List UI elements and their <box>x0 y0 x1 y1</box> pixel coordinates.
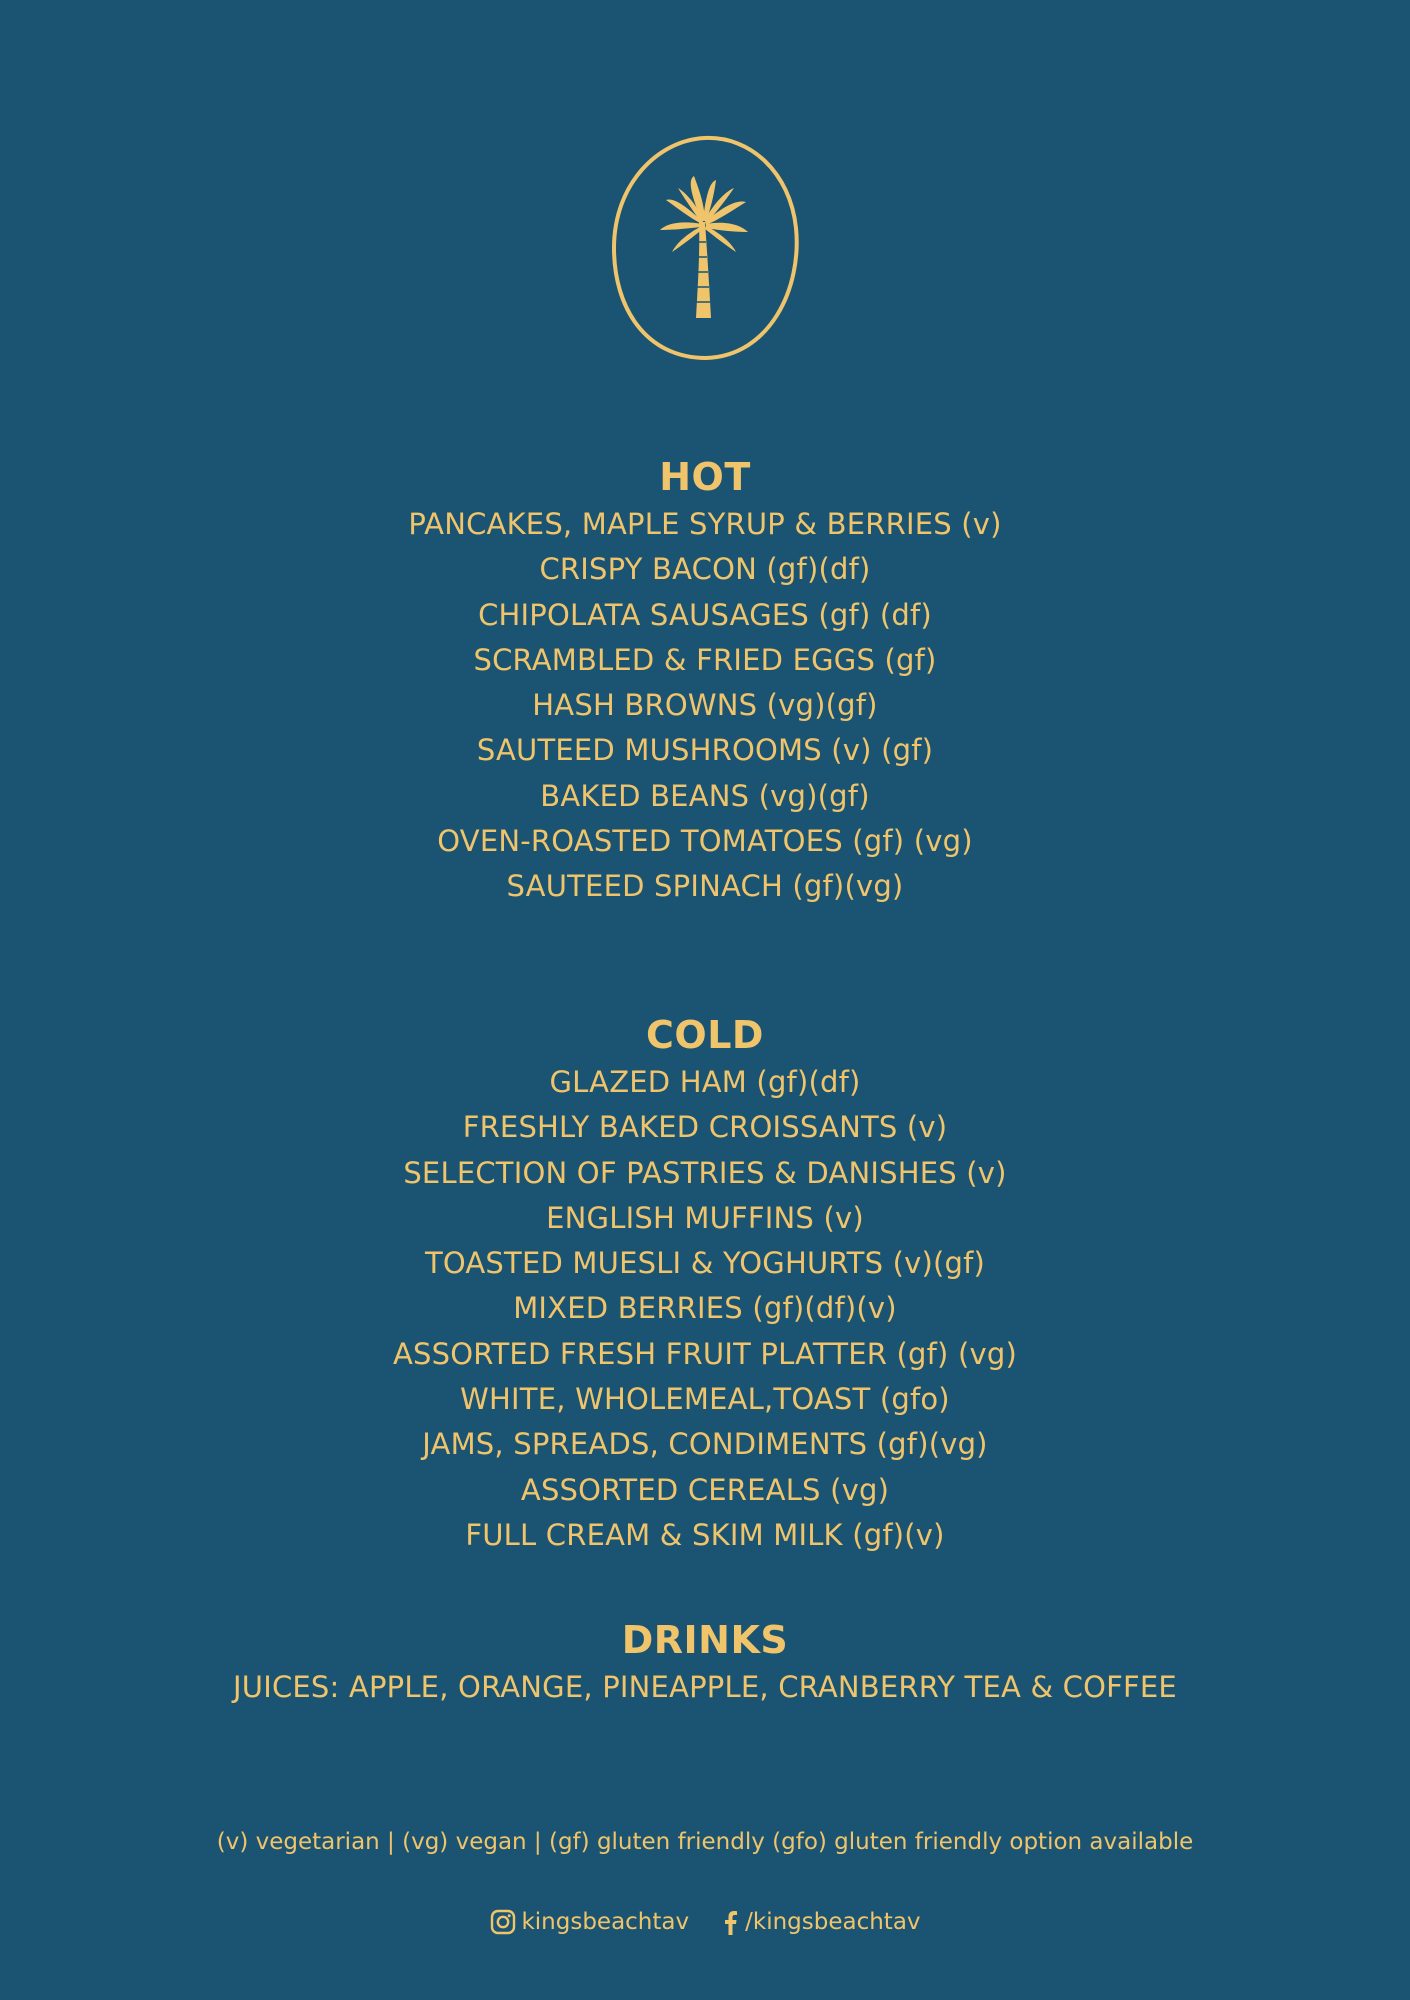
facebook-icon <box>721 1907 741 1937</box>
hot-section <box>0 452 1410 910</box>
menu-item: BAKED BEANS (vg)(gf) <box>540 778 870 813</box>
menu-item: ASSORTED FRESH FRUIT PLATTER (gf) (vg) <box>392 1336 1017 1371</box>
section-title-drinks: DRINKS <box>621 1618 789 1662</box>
menu-item: OVEN-ROASTED TOMATOES (gf) (vg) <box>437 824 973 859</box>
menu-item: SELECTION OF PASTRIES & DANISHES (v) <box>403 1155 1007 1190</box>
drinks-section <box>0 1615 1410 1710</box>
menu-item: JUICES: APPLE, ORANGE, PINEAPPLE, CRANBERRY TEA & COFFEE <box>233 1670 1177 1704</box>
menu-item: GLAZED HAM (gf)(df) <box>549 1065 861 1099</box>
cold-section <box>0 1010 1410 1558</box>
menu-item: FRESHLY BAKED CROISSANTS (v) <box>462 1110 948 1145</box>
menu-item: CRISPY BACON (gf)(df) <box>539 552 871 587</box>
palm-tree-icon <box>610 132 800 362</box>
section-title-hot: HOT <box>659 455 751 499</box>
drinks-items <box>0 1665 1410 1710</box>
instagram-link[interactable] <box>489 1904 689 1940</box>
menu-item: PANCAKES, MAPLE SYRUP & BERRIES (v) <box>408 507 1002 541</box>
menu-item: SAUTEED SPINACH (gf)(vg) <box>506 869 904 904</box>
instagram-handle: kingsbeachtav <box>521 1909 690 1935</box>
menu-item: SCRAMBLED & FRIED EGGS (gf) <box>473 642 937 677</box>
instagram-icon <box>489 1908 517 1936</box>
menu-item: ENGLISH MUFFINS (v) <box>546 1200 864 1235</box>
logo <box>610 132 800 362</box>
menu-item: CHIPOLATA SAUSAGES (gf) (df) <box>478 597 932 632</box>
dietary-legend: (v) vegetarian | (vg) vegan | (gf) gluten friendly (gfo) gluten friendly option available <box>216 1829 1194 1855</box>
facebook-handle: /kingsbeachtav <box>745 1909 921 1935</box>
menu-item: JAMS, SPREADS, CONDIMENTS (gf)(vg) <box>422 1427 988 1462</box>
menu-item: SAUTEED MUSHROOMS (v) (gf) <box>476 733 934 768</box>
menu-item: ASSORTED CEREALS (vg) <box>520 1472 890 1507</box>
section-title-cold: COLD <box>646 1013 764 1057</box>
facebook-link[interactable] <box>721 1904 920 1940</box>
menu-item: HASH BROWNS (vg)(gf) <box>532 688 878 723</box>
hot-items <box>0 502 1410 910</box>
menu-item: MIXED BERRIES (gf)(df)(v) <box>513 1291 897 1326</box>
social-links <box>0 1904 1410 1940</box>
menu-item: TOASTED MUESLI & YOGHURTS (v)(gf) <box>424 1246 986 1281</box>
menu-item: FULL CREAM & SKIM MILK (gf)(v) <box>465 1517 945 1552</box>
menu-item: WHITE, WHOLEMEAL,TOAST (gfo) <box>460 1382 950 1417</box>
cold-items <box>0 1060 1410 1558</box>
